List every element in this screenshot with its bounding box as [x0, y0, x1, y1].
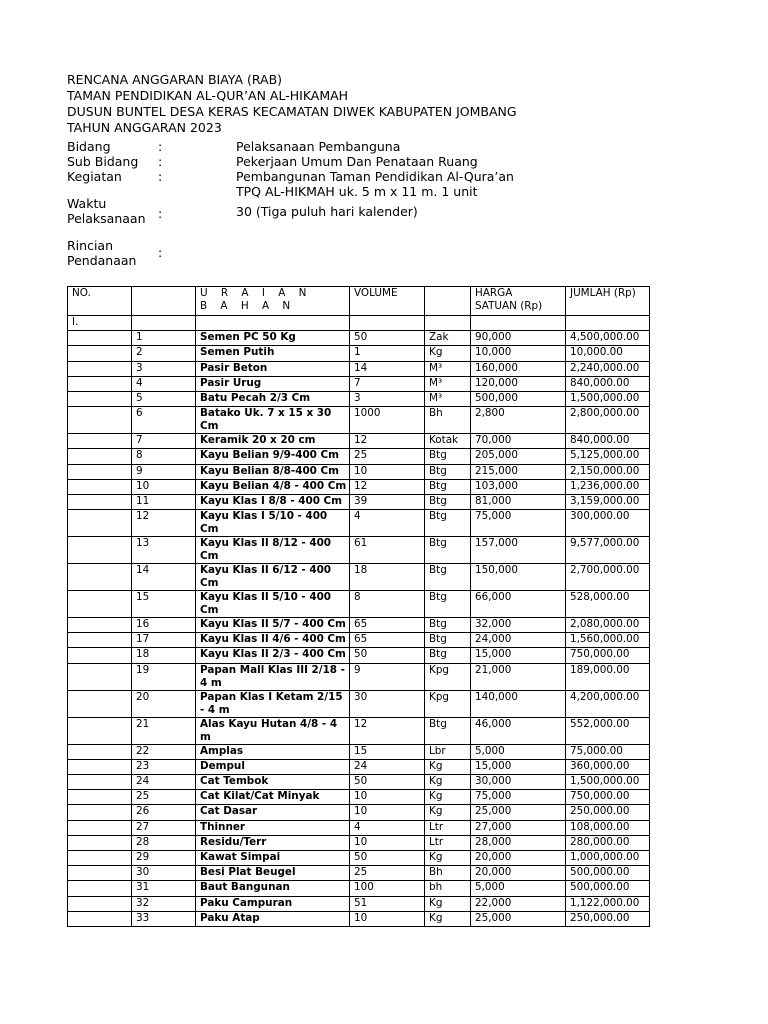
table-row	[68, 479, 650, 494]
blank-cell	[68, 376, 132, 391]
row-number: 16	[132, 618, 196, 633]
unit-price: 21,000	[471, 663, 566, 690]
material-name: Kayu Klas II 4/6 - 400 Cm	[196, 633, 350, 648]
material-name: Kayu Klas II 8/12 - 400 Cm	[196, 537, 350, 564]
unit-price: 140,000	[471, 690, 566, 717]
row-number: 32	[132, 896, 196, 911]
unit: Kotak	[425, 434, 471, 449]
total-amount: 189,000.00	[566, 663, 650, 690]
kegiatan-colon: :	[158, 169, 163, 184]
table-row	[68, 744, 650, 759]
bidang-value: Pelaksanaan Pembanguna	[236, 139, 401, 154]
volume: 65	[350, 633, 425, 648]
unit-price: 25,000	[471, 911, 566, 926]
volume: 39	[350, 494, 425, 509]
blank-cell	[68, 744, 132, 759]
table-row	[68, 881, 650, 896]
header-volume: VOLUME	[350, 287, 425, 316]
budget-table	[67, 286, 650, 927]
total-amount: 2,700,000.00	[566, 564, 650, 591]
total-amount: 840,000.00	[566, 376, 650, 391]
row-number: 17	[132, 633, 196, 648]
unit: Btg	[425, 717, 471, 744]
volume: 50	[350, 331, 425, 346]
table-row	[68, 820, 650, 835]
unit-price: 75,000	[471, 790, 566, 805]
row-number: 22	[132, 744, 196, 759]
material-name: Kayu Klas I 8/8 - 400 Cm	[196, 494, 350, 509]
total-amount: 10,000.00	[566, 346, 650, 361]
blank-cell	[68, 591, 132, 618]
total-amount: 9,577,000.00	[566, 537, 650, 564]
unit: bh	[425, 881, 471, 896]
total-amount: 1,000,000.00	[566, 850, 650, 865]
blank-cell	[68, 820, 132, 835]
table-row	[68, 376, 650, 391]
table-row	[68, 346, 650, 361]
blank-cell	[68, 805, 132, 820]
unit-price: 205,000	[471, 449, 566, 464]
unit-price: 46,000	[471, 717, 566, 744]
row-number: 9	[132, 464, 196, 479]
table-row	[68, 494, 650, 509]
table-row	[68, 407, 650, 434]
table-row	[68, 331, 650, 346]
row-number: 29	[132, 850, 196, 865]
table-row	[68, 633, 650, 648]
table-row	[68, 391, 650, 406]
unit: Btg	[425, 633, 471, 648]
volume: 25	[350, 449, 425, 464]
blank-cell	[68, 407, 132, 434]
row-number: 30	[132, 866, 196, 881]
table-row	[68, 591, 650, 618]
volume: 61	[350, 537, 425, 564]
volume: 7	[350, 376, 425, 391]
unit: Btg	[425, 479, 471, 494]
unit: Btg	[425, 464, 471, 479]
unit-price: 66,000	[471, 591, 566, 618]
material-name: Paku Campuran	[196, 896, 350, 911]
table-row	[68, 717, 650, 744]
subbidang-value: Pekerjaan Umum Dan Penataan Ruang	[236, 154, 478, 169]
blank-cell	[68, 866, 132, 881]
volume: 50	[350, 775, 425, 790]
total-amount: 250,000.00	[566, 805, 650, 820]
volume: 50	[350, 648, 425, 663]
table-row	[68, 510, 650, 537]
volume: 14	[350, 361, 425, 376]
row-number: 14	[132, 564, 196, 591]
unit-price: 10,000	[471, 346, 566, 361]
unit: Kg	[425, 759, 471, 774]
unit: Btg	[425, 510, 471, 537]
subbidang-colon: :	[158, 154, 163, 169]
blank-cell	[68, 835, 132, 850]
row-number: 27	[132, 820, 196, 835]
unit: M³	[425, 391, 471, 406]
volume: 12	[350, 434, 425, 449]
unit: M³	[425, 361, 471, 376]
row-number: 4	[132, 376, 196, 391]
volume: 24	[350, 759, 425, 774]
unit-price: 15,000	[471, 759, 566, 774]
table-row	[68, 434, 650, 449]
table-row	[68, 361, 650, 376]
row-number: 15	[132, 591, 196, 618]
unit-price: 28,000	[471, 835, 566, 850]
subbidang-label: Sub Bidang	[67, 154, 139, 169]
row-number: 11	[132, 494, 196, 509]
unit-price: 70,000	[471, 434, 566, 449]
total-amount: 5,125,000.00	[566, 449, 650, 464]
material-name: Cat Kilat/Cat Minyak	[196, 790, 350, 805]
total-amount: 840,000.00	[566, 434, 650, 449]
total-amount: 750,000.00	[566, 648, 650, 663]
unit: Bh	[425, 866, 471, 881]
header-satuan	[425, 287, 471, 316]
table-row	[68, 618, 650, 633]
blank-cell	[68, 331, 132, 346]
unit-price: 215,000	[471, 464, 566, 479]
table-row	[68, 759, 650, 774]
volume: 25	[350, 866, 425, 881]
unit: Btg	[425, 449, 471, 464]
volume: 1	[350, 346, 425, 361]
total-amount: 3,159,000.00	[566, 494, 650, 509]
material-name: Cat Tembok	[196, 775, 350, 790]
table-row	[68, 464, 650, 479]
unit-price: 25,000	[471, 805, 566, 820]
volume: 100	[350, 881, 425, 896]
blank-cell	[68, 449, 132, 464]
section-label: I.	[68, 316, 132, 331]
table-row	[68, 850, 650, 865]
unit-price: 27,000	[471, 820, 566, 835]
blank-cell	[68, 361, 132, 376]
rincian-colon: :	[158, 245, 163, 260]
volume: 10	[350, 464, 425, 479]
volume: 65	[350, 618, 425, 633]
material-name: Residu/Terr	[196, 835, 350, 850]
material-name: Kayu Belian 8/8-400 Cm	[196, 464, 350, 479]
kegiatan-label: Kegiatan	[67, 169, 122, 184]
unit: Kg	[425, 346, 471, 361]
unit-price: 81,000	[471, 494, 566, 509]
blank-cell	[68, 759, 132, 774]
table-row	[68, 835, 650, 850]
unit-price: 32,000	[471, 618, 566, 633]
unit-price: 160,000	[471, 361, 566, 376]
volume: 10	[350, 835, 425, 850]
material-name: Thinner	[196, 820, 350, 835]
volume: 9	[350, 663, 425, 690]
total-amount: 2,080,000.00	[566, 618, 650, 633]
heading-year: TAHUN ANGGARAN 2023	[67, 120, 222, 135]
total-amount: 1,122,000.00	[566, 896, 650, 911]
blank-cell	[68, 690, 132, 717]
row-number: 13	[132, 537, 196, 564]
blank-cell	[68, 564, 132, 591]
row-number: 8	[132, 449, 196, 464]
unit-price: 5,000	[471, 881, 566, 896]
blank-cell	[68, 775, 132, 790]
table-row	[68, 663, 650, 690]
total-amount: 1,500,000.00	[566, 775, 650, 790]
unit: Btg	[425, 591, 471, 618]
unit: Btg	[425, 648, 471, 663]
unit-price: 120,000	[471, 376, 566, 391]
row-number: 19	[132, 663, 196, 690]
blank-cell	[68, 510, 132, 537]
unit: Kpg	[425, 663, 471, 690]
unit-price: 500,000	[471, 391, 566, 406]
unit: Lbr	[425, 744, 471, 759]
blank-cell	[68, 434, 132, 449]
volume: 10	[350, 790, 425, 805]
volume: 12	[350, 717, 425, 744]
table-row	[68, 648, 650, 663]
total-amount: 108,000.00	[566, 820, 650, 835]
material-name: Pasir Urug	[196, 376, 350, 391]
total-amount: 500,000.00	[566, 866, 650, 881]
material-name: Kayu Belian 4/8 - 400 Cm	[196, 479, 350, 494]
unit-price: 22,000	[471, 896, 566, 911]
header-harga: HARGA SATUAN (Rp)	[471, 287, 566, 316]
table-row	[68, 911, 650, 926]
unit: Btg	[425, 494, 471, 509]
row-number: 5	[132, 391, 196, 406]
kegiatan-value-line1: Pembangunan Taman Pendidikan Al-Qura’an	[236, 169, 514, 184]
material-name: Kayu Klas II 5/7 - 400 Cm	[196, 618, 350, 633]
material-name: Amplas	[196, 744, 350, 759]
row-number: 7	[132, 434, 196, 449]
material-name: Kayu Belian 9/9-400 Cm	[196, 449, 350, 464]
volume: 10	[350, 911, 425, 926]
unit-price: 20,000	[471, 850, 566, 865]
material-name: Alas Kayu Hutan 4/8 - 4 m	[196, 717, 350, 744]
row-number: 25	[132, 790, 196, 805]
unit: Ltr	[425, 820, 471, 835]
unit-price: 20,000	[471, 866, 566, 881]
row-number: 20	[132, 690, 196, 717]
blank-cell	[68, 911, 132, 926]
blank-cell	[68, 850, 132, 865]
blank-cell	[68, 618, 132, 633]
unit-price: 15,000	[471, 648, 566, 663]
material-name: Papan Klas I Ketam 2/15 - 4 m	[196, 690, 350, 717]
total-amount: 2,800,000.00	[566, 407, 650, 434]
material-name: Papan Mall Klas III 2/18 - 4 m	[196, 663, 350, 690]
blank-cell	[68, 494, 132, 509]
material-name: Kayu Klas II 2/3 - 400 Cm	[196, 648, 350, 663]
unit-price: 30,000	[471, 775, 566, 790]
volume: 3	[350, 391, 425, 406]
total-amount: 4,200,000.00	[566, 690, 650, 717]
material-name: Batu Pecah 2/3 Cm	[196, 391, 350, 406]
volume: 10	[350, 805, 425, 820]
total-amount: 360,000.00	[566, 759, 650, 774]
total-amount: 2,240,000.00	[566, 361, 650, 376]
header-no: NO.	[68, 287, 132, 316]
blank-cell	[68, 648, 132, 663]
table-row	[68, 866, 650, 881]
heading-institution: TAMAN PENDIDIKAN AL-QUR’AN AL-HIKAMAH	[67, 88, 349, 103]
total-amount: 300,000.00	[566, 510, 650, 537]
volume: 8	[350, 591, 425, 618]
unit-price: 103,000	[471, 479, 566, 494]
table-header-row	[68, 287, 650, 316]
blank-cell	[68, 346, 132, 361]
total-amount: 280,000.00	[566, 835, 650, 850]
bidang-colon: :	[158, 139, 163, 154]
table-row	[68, 564, 650, 591]
material-name: Kayu Klas II 5/10 - 400 Cm	[196, 591, 350, 618]
row-number: 2	[132, 346, 196, 361]
unit: Kg	[425, 896, 471, 911]
total-amount: 750,000.00	[566, 790, 650, 805]
material-name: Cat Dasar	[196, 805, 350, 820]
volume: 15	[350, 744, 425, 759]
total-amount: 1,236,000.00	[566, 479, 650, 494]
material-name: Baut Bangunan	[196, 881, 350, 896]
row-number: 26	[132, 805, 196, 820]
waktu-label-line2: Pelaksanaan	[67, 211, 146, 226]
volume: 4	[350, 820, 425, 835]
volume: 4	[350, 510, 425, 537]
volume: 12	[350, 479, 425, 494]
total-amount: 1,500,000.00	[566, 391, 650, 406]
blank-cell	[68, 717, 132, 744]
volume: 50	[350, 850, 425, 865]
total-amount: 528,000.00	[566, 591, 650, 618]
waktu-value: 30 (Tiga puluh hari kalender)	[236, 204, 418, 219]
volume: 51	[350, 896, 425, 911]
row-number: 21	[132, 717, 196, 744]
unit: Kpg	[425, 690, 471, 717]
row-number: 10	[132, 479, 196, 494]
blank-cell	[68, 391, 132, 406]
unit-price: 5,000	[471, 744, 566, 759]
blank-cell	[68, 537, 132, 564]
row-number: 12	[132, 510, 196, 537]
table-row	[68, 537, 650, 564]
total-amount: 1,560,000.00	[566, 633, 650, 648]
bidang-label: Bidang	[67, 139, 111, 154]
row-number: 18	[132, 648, 196, 663]
waktu-colon: :	[158, 206, 163, 221]
unit: Bh	[425, 407, 471, 434]
waktu-label-line1: Waktu	[67, 196, 107, 211]
rincian-label-line2: Pendanaan	[67, 253, 137, 268]
row-number: 24	[132, 775, 196, 790]
material-name: Kawat Simpai	[196, 850, 350, 865]
unit-price: 157,000	[471, 537, 566, 564]
volume: 1000	[350, 407, 425, 434]
heading-address: DUSUN BUNTEL DESA KERAS KECAMATAN DIWEK KABUPATEN JOMBANG	[67, 104, 517, 119]
unit: M³	[425, 376, 471, 391]
unit: Kg	[425, 911, 471, 926]
blank-cell	[68, 479, 132, 494]
material-name: Pasir Beton	[196, 361, 350, 376]
material-name: Semen PC 50 Kg	[196, 331, 350, 346]
heading-title: RENCANA ANGGARAN BIAYA (RAB)	[67, 72, 283, 87]
unit: Kg	[425, 790, 471, 805]
blank-cell	[68, 464, 132, 479]
row-number: 23	[132, 759, 196, 774]
total-amount: 250,000.00	[566, 911, 650, 926]
material-name: Dempul	[196, 759, 350, 774]
unit: Kg	[425, 850, 471, 865]
unit: Kg	[425, 805, 471, 820]
total-amount: 4,500,000.00	[566, 331, 650, 346]
unit: Zak	[425, 331, 471, 346]
volume: 18	[350, 564, 425, 591]
blank-cell	[68, 896, 132, 911]
row-number: 1	[132, 331, 196, 346]
material-name: Semen Putih	[196, 346, 350, 361]
row-number: 6	[132, 407, 196, 434]
section-row	[68, 316, 650, 331]
unit-price: 90,000	[471, 331, 566, 346]
material-name: Kayu Klas II 6/12 - 400 Cm	[196, 564, 350, 591]
unit: Btg	[425, 537, 471, 564]
table-row	[68, 896, 650, 911]
header-uraian: U R A I A N B A H A N	[196, 287, 350, 316]
table-row	[68, 790, 650, 805]
row-number: 3	[132, 361, 196, 376]
material-name: Besi Plat Beugel	[196, 866, 350, 881]
blank-cell	[68, 633, 132, 648]
material-name: Paku Atap	[196, 911, 350, 926]
total-amount: 500,000.00	[566, 881, 650, 896]
total-amount: 2,150,000.00	[566, 464, 650, 479]
table-row	[68, 449, 650, 464]
unit-price: 150,000	[471, 564, 566, 591]
document-heading	[67, 72, 517, 136]
total-amount: 75,000.00	[566, 744, 650, 759]
row-number: 33	[132, 911, 196, 926]
table-row	[68, 805, 650, 820]
blank-cell	[68, 790, 132, 805]
material-name: Kayu Klas I 5/10 - 400 Cm	[196, 510, 350, 537]
total-amount: 552,000.00	[566, 717, 650, 744]
unit-price: 75,000	[471, 510, 566, 537]
unit: Btg	[425, 618, 471, 633]
volume: 30	[350, 690, 425, 717]
table-row	[68, 775, 650, 790]
unit: Btg	[425, 564, 471, 591]
material-name: Batako Uk. 7 x 15 x 30 Cm	[196, 407, 350, 434]
material-name: Keramik 20 x 20 cm	[196, 434, 350, 449]
kegiatan-value-line2: TPQ AL-HIKMAH uk. 5 m x 11 m. 1 unit	[236, 184, 478, 199]
row-number: 31	[132, 881, 196, 896]
blank-cell	[68, 663, 132, 690]
table-row	[68, 690, 650, 717]
blank-cell	[68, 881, 132, 896]
unit-price: 24,000	[471, 633, 566, 648]
unit: Ltr	[425, 835, 471, 850]
row-number: 28	[132, 835, 196, 850]
rincian-label-line1: Rincian	[67, 238, 114, 253]
unit: Kg	[425, 775, 471, 790]
header-jumlah: JUMLAH (Rp)	[566, 287, 650, 316]
unit-price: 2,800	[471, 407, 566, 434]
header-blank	[132, 287, 196, 316]
